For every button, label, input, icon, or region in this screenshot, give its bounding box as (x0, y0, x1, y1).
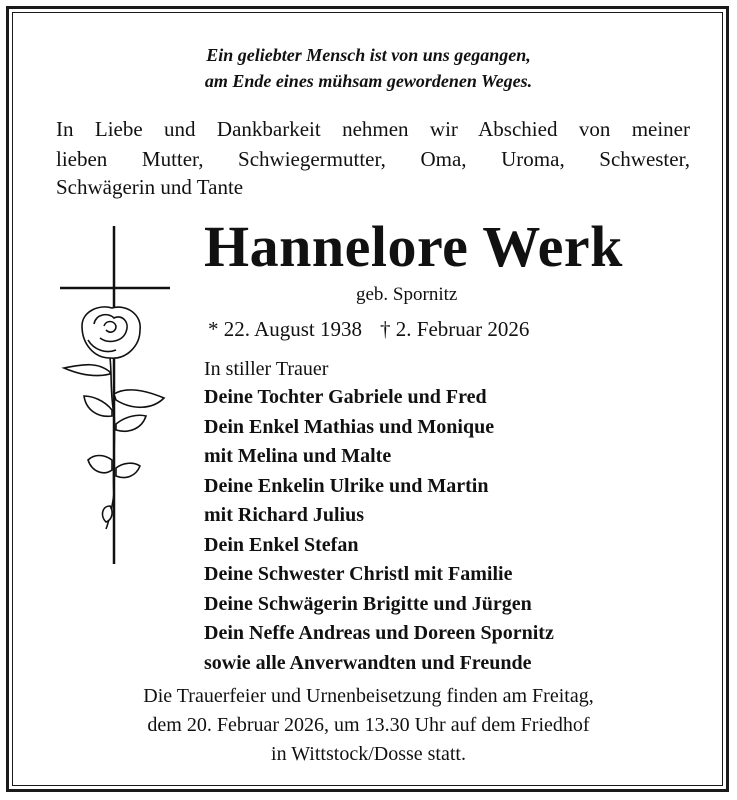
mourner-line: Dein Enkel Mathias und Monique (204, 415, 495, 438)
intro-line-1: In Liebe und Dankbarkeit nehmen wir Abschied von meiner (56, 117, 690, 141)
birth-date: * 22. August 1938 (208, 317, 363, 341)
mourner-line: Dein Enkel Stefan (204, 533, 359, 556)
deceased-name: Hannelore Werk (204, 214, 623, 279)
service-line-2: dem 20. Februar 2026, um 13.30 Uhr auf dem Friedhof (147, 714, 590, 736)
death-date: † 2. Februar 2026 (380, 317, 530, 341)
life-dates (208, 315, 529, 343)
motto-line-2: am Ende eines mühsam gewordenen Weges. (204, 71, 533, 91)
mourner-line: Deine Enkelin Ulrike und Martin (204, 474, 489, 497)
service-line-3: in Wittstock/Dosse statt. (271, 743, 466, 765)
mourner-line: Deine Tochter Gabriele und Fred (204, 386, 487, 408)
rose-icon (64, 307, 164, 529)
cross-rose-symbol (54, 224, 174, 569)
motto-line-1: Ein geliebter Mensch ist von uns gegangen, (206, 45, 531, 65)
mourner-line: mit Melina und Malte (204, 445, 392, 467)
mourner-line: Deine Schwägerin Brigitte und Jürgen (204, 592, 532, 615)
intro-line-3: Schwägerin und Tante (56, 175, 244, 199)
service-line-1: Die Trauerfeier und Urnenbeisetzung finden am Freitag, (143, 685, 594, 707)
mourner-line: Dein Neffe Andreas und Doreen Spornitz (204, 622, 554, 644)
mourners-list (204, 355, 554, 678)
mourner-line: mit Richard Julius (204, 504, 365, 526)
mourner-line: Deine Schwester Christl mit Familie (204, 563, 513, 585)
mourner-line: sowie alle Anverwandten und Freunde (204, 651, 532, 674)
intro-line-2: lieben Mutter, Schwiegermutter, Oma, Uroma, Schwester, (56, 147, 690, 171)
maiden-name: geb. Spornitz (356, 284, 458, 305)
mourners-lead: In stiller Trauer (204, 358, 329, 380)
